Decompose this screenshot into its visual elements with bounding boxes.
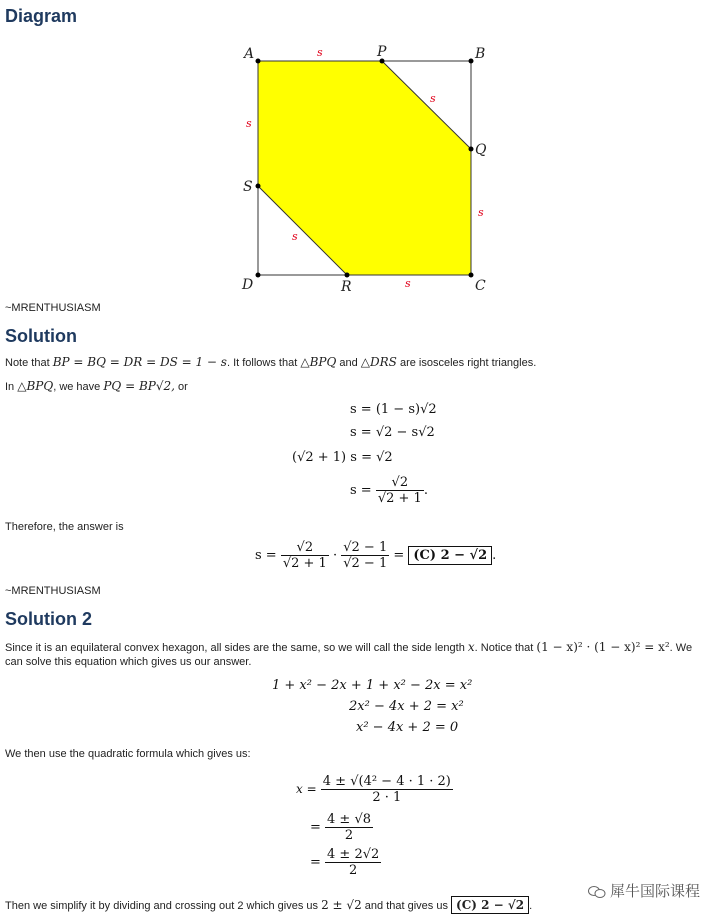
math-tri-bpq: △BPQ [17,379,54,393]
diagram-heading: Diagram [5,6,78,26]
text: . It follows that [226,357,301,369]
vertex-r [345,273,350,278]
math-2pm-root2: 2 ± √2 [321,898,362,912]
hexagon-diagram [235,40,495,300]
sol2-q2: = $\frac{4 \pm √8}{2}$ [310,812,372,843]
vertex-d [256,273,261,278]
vertex-a [256,59,261,64]
sol1-eq4: s = $\frac{√2}{√2 + 1}$ . [350,475,428,506]
text: . Notice that [474,642,534,654]
solution2-para [5,640,717,669]
fraction [376,475,424,506]
label-r: R [341,279,352,295]
sol2-q1 [296,774,453,805]
fraction-1 [281,540,329,571]
text: can solve this equation which gives us our answer. [5,656,252,668]
math-pq: PQ = BP√2, [103,379,175,393]
sol2-eq3: x² − 4x + 2 = 0 [356,720,459,735]
text: or [174,381,188,393]
text: and that gives us [364,900,448,912]
denominator: 2 [344,828,354,843]
side-label-ap: s [317,46,323,59]
side-label-as: s [246,117,252,130]
solution2-final: Then we simplify it by dividing and crossing out 2 which gives us 2 ± √2 and that gives us (C) 2 − √2 . [5,898,533,912]
math-tri-bpq: △BPQ [300,355,337,369]
label-p: P [377,44,387,60]
credit-1: ~MRENTHUSIASM [5,302,101,314]
fraction-2 [341,540,389,571]
math-bp-bq: BP = BQ = DR = DS = 1 − s [52,355,227,369]
watermark-text: 犀牛国际课程 [609,883,700,900]
side-label-qc: s [478,206,484,219]
label-q: Q [475,142,487,158]
fraction [321,774,453,805]
sol1-eq2: s = √2 − s√2 [350,425,435,440]
text: , we have [53,381,104,393]
denominator: 2 [349,863,358,878]
label-s: S [243,179,253,195]
label-c: C [475,278,486,294]
eq-lhs: x = [296,782,317,796]
math-equation: (1 − x)² · (1 − x)² = x² [536,640,670,654]
chat-bubbles-icon [588,885,606,899]
denominator: √2 + 1 [377,491,422,506]
text: Note that [5,357,53,369]
solution1-line2 [5,379,188,394]
text: and [336,357,361,369]
sol2-eq1: 1 + x² − 2x + 1 + x² − 2x = x² [272,678,473,693]
denominator: √2 + 1 [282,556,327,571]
math-tri-drs: △DRS [360,355,397,369]
numerator: √2 − 1 [343,540,388,555]
numerator: √2 [281,540,329,556]
denominator: 2 · 1 [372,790,402,805]
quadratic-text: We then use the quadratic formula which gives us: [5,748,251,760]
vertex-b [469,59,474,64]
side-label-sr: s [292,230,298,243]
vertex-q [469,147,474,152]
answer-text: (C) 2 − √2 [413,548,488,563]
hexagon-fill [258,61,471,275]
denominator: √2 − 1 [343,556,388,571]
fraction [325,847,381,878]
sol1-eq3: (√2 + 1) s = √2 [292,450,393,465]
solution2-heading: Solution 2 [5,609,92,629]
label-d: D [242,277,254,293]
answer-box [408,546,492,565]
credit-2: ~MRENTHUSIASM [5,585,101,597]
text: . We [669,642,693,654]
sol2-q3: = $\frac{4 \pm 2√2}{2}$ [310,847,380,878]
text: Since it is an equilateral convex hexagon, all sides are the same, so we will call the side length [5,642,465,654]
eq-lhs: s = [350,483,372,498]
vertex-s [256,184,261,189]
watermark [588,880,700,901]
solution1-line1 [5,355,536,370]
eq-lhs: s = [255,548,277,563]
text: are isosceles right triangles. [396,357,537,369]
sol1-eq1: s = (1 − s)√2 [350,402,437,417]
sol1-final: s = $\frac{√2}{√2 + 1}$ · $\frac{√2 - 1}{√2 - 1}$ = (C) 2 − √2 . [255,540,497,571]
numerator: √2 [376,475,424,491]
side-label-pq: s [430,92,436,105]
math-x: x [467,640,475,654]
numerator: 4 ± 2√2 [327,847,380,862]
answer-text: (C) 2 − √2 [456,898,525,912]
label-a: A [244,46,255,62]
vertex-c [469,273,474,278]
numerator: 4 ± √8 [327,812,372,827]
solution-heading: Solution [5,326,77,346]
numerator: 4 ± √(4² − 4 · 1 · 2) [322,774,451,789]
therefore-text: Therefore, the answer is [5,521,124,533]
text: Then we simplify it by dividing and crossing out 2 which gives us [5,900,319,912]
label-b: B [475,46,486,62]
side-label-rc: s [405,277,411,290]
text: In [5,381,18,393]
fraction [325,812,373,843]
sol2-eq2: 2x² − 4x + 2 = x² [349,699,464,714]
answer-box [451,896,529,914]
